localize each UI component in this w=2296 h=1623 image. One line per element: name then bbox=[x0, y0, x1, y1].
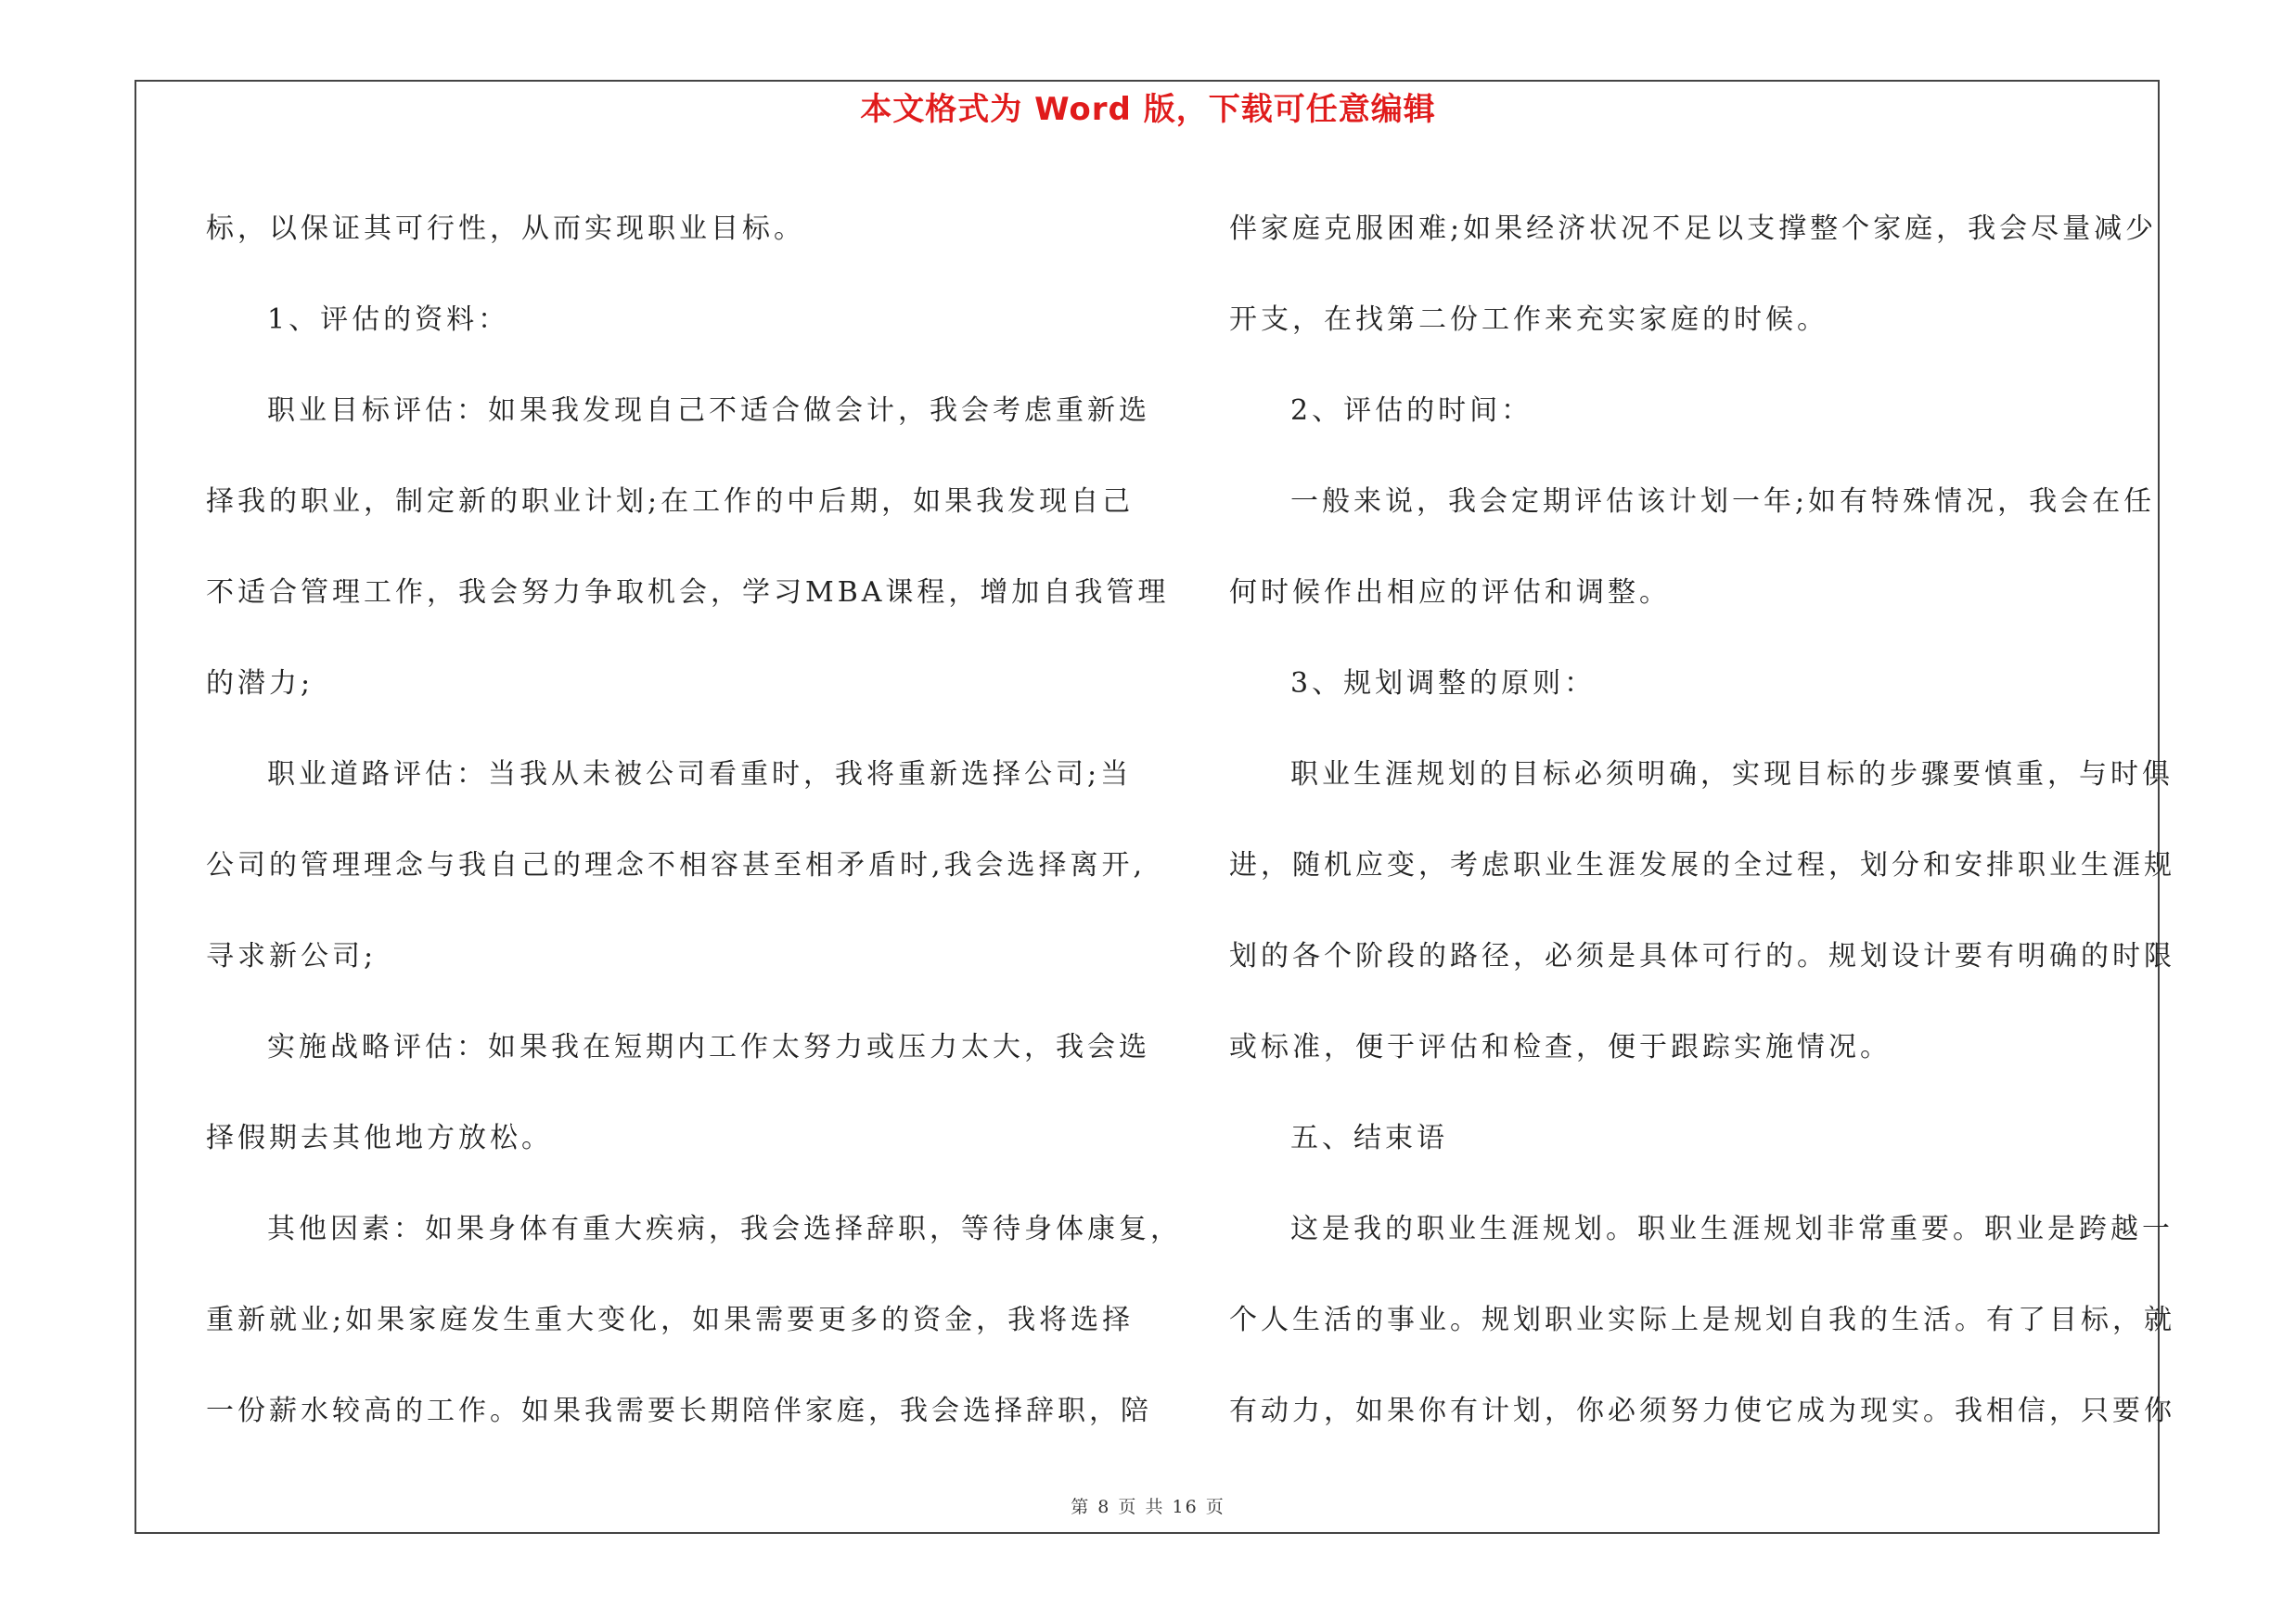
paragraph-line: 其他因素：如果身体有重大疾病，我会选择辞职，等待身体康复， bbox=[267, 1213, 1182, 1245]
section-heading: 3、规划调整的原则： bbox=[1290, 667, 1597, 700]
paragraph-line: 划的各个阶段的路径，必须是具体可行的。规划设计要有明确的时限 bbox=[1229, 940, 2175, 973]
paragraph-line: 开支，在找第二份工作来充实家庭的时候。 bbox=[1229, 303, 1828, 336]
paragraph-line: 职业生涯规划的目标必须明确，实现目标的步骤要慎重，与时俱 bbox=[1290, 758, 2174, 791]
section-heading: 2、评估的时间： bbox=[1290, 394, 1533, 427]
paragraph-line: 公司的管理理念与我自己的理念不相容甚至相矛盾时,我会选择离开, bbox=[206, 849, 1147, 882]
paragraph-line: 职业目标评估：如果我发现自己不适合做会计，我会考虑重新选 bbox=[267, 394, 1150, 427]
right-column bbox=[1229, 184, 2175, 1457]
paragraph-line: 个人生活的事业。规划职业实际上是规划自我的生活。有了目标，就 bbox=[1229, 1304, 2175, 1336]
paragraph-line: 的潜力; bbox=[206, 667, 314, 700]
paragraph-line: 进，随机应变，考虑职业生涯发展的全过程，划分和安排职业生涯规 bbox=[1229, 849, 2175, 882]
section-heading: 1、评估的资料： bbox=[267, 303, 510, 336]
paragraph-line: 标，以保证其可行性，从而实现职业目标。 bbox=[206, 213, 805, 245]
paragraph-line: 一般来说，我会定期评估该计划一年;如有特殊情况，我会在任 bbox=[1290, 485, 2156, 518]
paragraph-line: 寻求新公司; bbox=[206, 940, 378, 973]
page-number: 第 8 页 共 16 页 bbox=[1071, 1497, 1225, 1517]
paragraph-line: 职业道路评估：当我从未被公司看重时，我将重新选择公司;当 bbox=[267, 758, 1133, 791]
format-banner: 本文格式为 Word 版，下载可任意编辑 bbox=[860, 91, 1436, 128]
section-heading: 五、结束语 bbox=[1290, 1122, 1448, 1154]
paragraph-line: 一份薪水较高的工作。如果我需要长期陪伴家庭，我会选择辞职，陪 bbox=[206, 1395, 1152, 1427]
paragraph-line: 伴家庭克服困难;如果经济状况不足以支撑整个家庭，我会尽量减少 bbox=[1229, 213, 2158, 245]
paragraph-line: 这是我的职业生涯规划。职业生涯规划非常重要。职业是跨越一 bbox=[1290, 1213, 2174, 1245]
paragraph-line: 何时候作出相应的评估和调整。 bbox=[1229, 576, 1671, 609]
paragraph-line: 重新就业;如果家庭发生重大变化，如果需要更多的资金，我将选择 bbox=[206, 1304, 1135, 1336]
paragraph-line: 有动力，如果你有计划，你必须努力使它成为现实。我相信，只要你 bbox=[1229, 1395, 2175, 1427]
paragraph-line: 择我的职业，制定新的职业计划;在工作的中后期，如果我发现自己 bbox=[206, 485, 1135, 518]
paragraph-line: 或标准，便于评估和检查，便于跟踪实施情况。 bbox=[1229, 1031, 1892, 1063]
paragraph-line: 不适合管理工作，我会努力争取机会，学习MBA课程，增加自我管理 bbox=[206, 576, 1170, 609]
paragraph-line: 择假期去其他地方放松。 bbox=[206, 1122, 553, 1154]
left-column bbox=[206, 184, 1182, 1457]
paragraph-line: 实施战略评估：如果我在短期内工作太努力或压力太大，我会选 bbox=[267, 1031, 1150, 1063]
